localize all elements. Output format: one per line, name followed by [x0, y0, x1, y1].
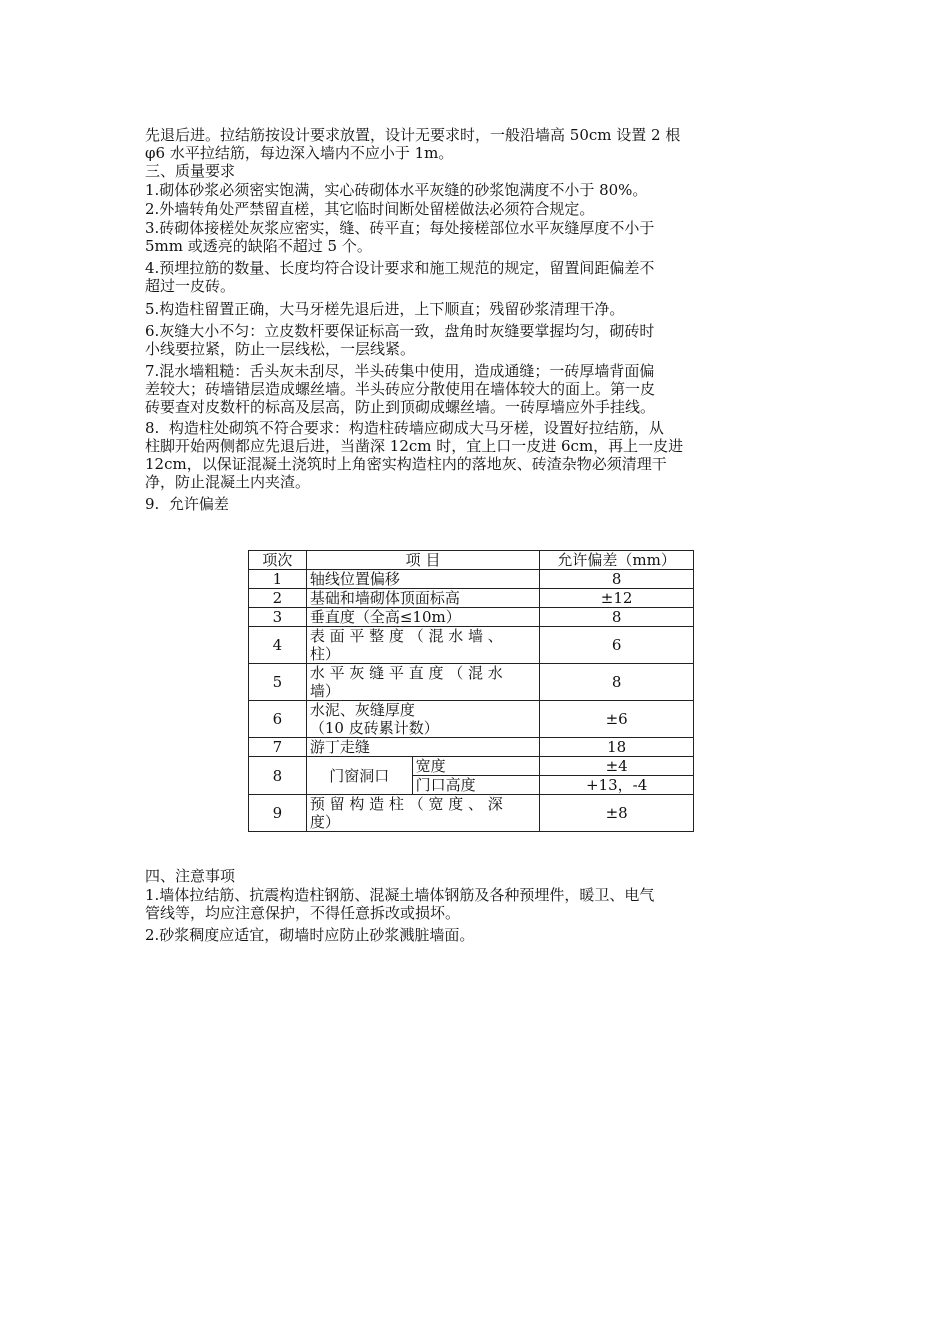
- row-value: 8: [540, 664, 694, 701]
- table-row: [249, 738, 694, 757]
- row-no: 3: [249, 608, 307, 627]
- row-item: 垂直度（全高≤10m）: [306, 608, 539, 627]
- section-heading-notes: 四、注意事项: [145, 867, 236, 885]
- quality-item-7: 7.混水墙粗糙：舌头灰未刮尽，半头砖集中使用，造成通缝；一砖厚墙背面偏 差较大；砖墙错层造成螺丝墙。半头砖应分散使用在墙体较大的面上。第一皮 砖要查对皮数杆的标高及层高，防止到顶砌成螺丝墙。一砖厚墙应外手挂线。: [145, 362, 656, 416]
- table-row: [249, 795, 694, 832]
- quality-item-1: 1.砌体砂浆必须密实饱满，实心砖砌体水平灰缝的砂浆饱满度不小于 80%。: [145, 181, 648, 199]
- row-item: 门窗洞口: [306, 757, 412, 795]
- table-row: [249, 589, 694, 608]
- header-value: 允许偏差（mm）: [540, 551, 694, 570]
- row-item: 水 平 灰 缝 平 直 度 （ 混 水 墙）: [306, 664, 539, 701]
- row-no: 5: [249, 664, 307, 701]
- row-value: 8: [540, 608, 694, 627]
- table-row: [249, 570, 694, 589]
- row-no: 8: [249, 757, 307, 795]
- row-value: 6: [540, 627, 694, 664]
- quality-item-8: 8. 构造柱处砌筑不符合要求：构造柱砖墙应砌成大马牙槎，设置好拉结筋，从 柱脚开始两侧都应先退后进，当凿深 12cm 时，宜上口一皮进 6cm，再上一皮进 12cm，以保证混凝土浇筑时上角密实构造柱内的落地灰、砖渣杂物必须清理干 净，防止混凝土内夹渣。: [145, 419, 684, 491]
- row-no: 2: [249, 589, 307, 608]
- row-item: 轴线位置偏移: [306, 570, 539, 589]
- table-row: [249, 627, 694, 664]
- row-value: ±12: [540, 589, 694, 608]
- paragraph-rebar: 先退后进。拉结筋按设计要求放置，设计无要求时，一般沿墙高 50cm 设置 2 根 φ6 水平拉结筋，每边深入墙内不应小于 1m。: [145, 126, 681, 162]
- row-value: ±8: [540, 795, 694, 832]
- quality-item-9: 9. 允许偏差: [145, 495, 229, 513]
- notes-item-1: 1.墙体拉结筋、抗震构造柱钢筋、混凝土墙体钢筋及各种预埋件，暖卫、电气 管线等，均应注意保护，不得任意拆改或损坏。: [145, 886, 655, 922]
- header-item: 项 目: [306, 551, 539, 570]
- quality-item-2: 2.外墙转角处严禁留直槎，其它临时间断处留槎做法必须符合规定。: [145, 200, 595, 218]
- tolerance-table: [248, 550, 694, 832]
- quality-item-5: 5.构造柱留置正确，大马牙槎先退后进，上下顺直；残留砂浆清理干净。: [145, 300, 625, 318]
- row-item: 基础和墙砌体顶面标高: [306, 589, 539, 608]
- row-value: ±4: [540, 757, 694, 776]
- row-no: 6: [249, 701, 307, 738]
- notes-item-2: 2.砂浆稠度应适宜，砌墙时应防止砂浆溅脏墙面。: [145, 926, 475, 944]
- quality-item-4: 4.预埋拉筋的数量、长度均符合设计要求和施工规范的规定，留置间距偏差不 超过一皮砖。: [145, 259, 655, 295]
- row-item: 游丁走缝: [306, 738, 539, 757]
- row-item: 预 留 构 造 柱 （ 宽 度 、 深 度）: [306, 795, 539, 832]
- table-row: [249, 608, 694, 627]
- quality-item-6: 6.灰缝大小不匀：立皮数杆要保证标高一致，盘角时灰缝要掌握均匀，砌砖时 小线要拉紧，防止一层线松，一层线紧。: [145, 322, 655, 358]
- row-no: 1: [249, 570, 307, 589]
- row-no: 7: [249, 738, 307, 757]
- row-value: +13，-4: [540, 776, 694, 795]
- table-row: [249, 701, 694, 738]
- row-subitem: 宽度: [412, 757, 540, 776]
- table-header-row: [249, 551, 694, 570]
- row-item: 表 面 平 整 度 （ 混 水 墙 、 柱）: [306, 627, 539, 664]
- section-heading-quality: 三、质量要求: [145, 162, 236, 180]
- row-value: 18: [540, 738, 694, 757]
- header-no: 项次: [249, 551, 307, 570]
- row-subitem: 门口高度: [412, 776, 540, 795]
- quality-item-3: 3.砖砌体接槎处灰浆应密实，缝、砖平直；每处接槎部位水平灰缝厚度不小于 5mm 或透亮的缺陷不超过 5 个。: [145, 219, 655, 255]
- row-value: ±6: [540, 701, 694, 738]
- table-row: [249, 664, 694, 701]
- row-no: 9: [249, 795, 307, 832]
- row-value: 8: [540, 570, 694, 589]
- row-item: 水泥、灰缝厚度 （10 皮砖累计数）: [306, 701, 539, 738]
- table-row: [249, 757, 694, 776]
- row-no: 4: [249, 627, 307, 664]
